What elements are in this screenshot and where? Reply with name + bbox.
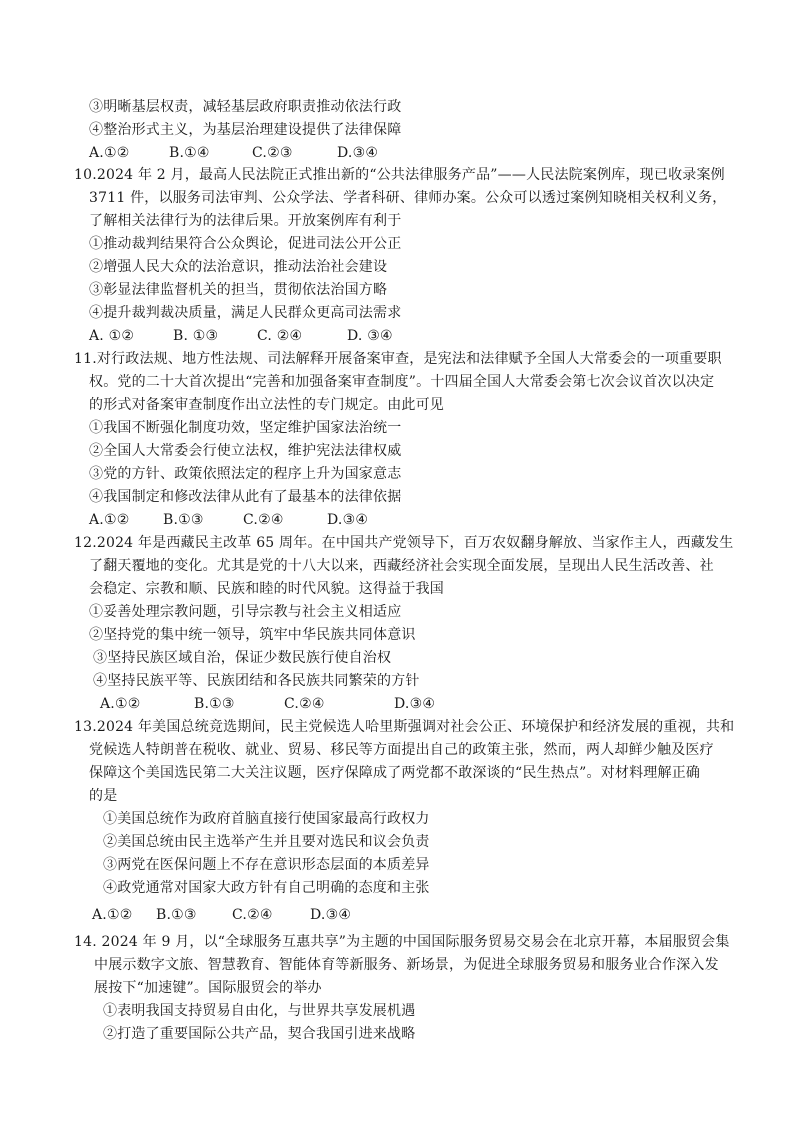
q10-option-1: ①推动裁判结果符合公众舆论，促进司法公开公正 bbox=[89, 236, 402, 252]
q10-stem-line-3: 了解相关法律行为的法律后果。开放案例库有利于 bbox=[89, 213, 402, 229]
q11-option-4: ④我国制定和修改法律从此有了最基本的法律依据 bbox=[89, 489, 402, 505]
q13-answer-d: D.③④ bbox=[310, 907, 352, 923]
q11-answers bbox=[89, 510, 368, 530]
q10-answer-c: C. ②④ bbox=[257, 328, 303, 344]
q13-stem-line-4: 的是 bbox=[89, 788, 118, 804]
q12-answer-c: C.②④ bbox=[284, 696, 325, 712]
q11-stem-line-2: 权。党的二十大首次提出“完善和加强备案审查制度”。十四届全国人大常委会第七次会议首次以决定 bbox=[89, 374, 715, 390]
q9-answers bbox=[89, 143, 378, 163]
q10-stem-line-1: 10.2024 年 2 月，最高人民法院正式推出新的“公共法律服务产品”——人民法院案例库，现已收录案例 bbox=[74, 167, 725, 183]
q12-stem-line-3: 会稳定、宗教和顺、民族和睦的时代风貌。这得益于我国 bbox=[89, 581, 444, 597]
q11-option-1: ①我国不断强化制度功效，坚定维护国家法治统一 bbox=[89, 420, 402, 436]
q12-option-1: ①妥善处理宗教问题，引导宗教与社会主义相适应 bbox=[89, 604, 402, 620]
q11-stem-line-3: 的形式对备案审查制度作出立法性的专门规定。由此可见 bbox=[89, 397, 444, 413]
q13-option-4: ④政党通常对国家大政方针有自己明确的态度和主张 bbox=[103, 880, 430, 896]
q12-answer-d: D.③④ bbox=[394, 696, 436, 712]
q14-option-2: ②打造了重要国际公共产品，契合我国引进来战略 bbox=[103, 1026, 416, 1042]
q12-answers bbox=[100, 694, 435, 714]
q10-answer-a: A. ①② bbox=[89, 328, 135, 344]
q13-answers bbox=[92, 905, 351, 925]
q11-option-2: ②全国人大常委会行使立法权，维护宪法法律权威 bbox=[89, 443, 402, 459]
q9-answer-b: B.①④ bbox=[169, 145, 210, 161]
q13-option-2: ②美国总统由民主选举产生并且要对选民和议会负责 bbox=[103, 834, 430, 850]
q13-stem-line-1: 13.2024 年美国总统竞选期间，民主党候选人哈里斯强调对社会公正、环境保护和经济发展的重视，共和 bbox=[74, 719, 735, 735]
q13-answer-b: B.①③ bbox=[156, 907, 197, 923]
q13-answer-c: C.②④ bbox=[232, 907, 273, 923]
q14-stem-line-3: 展按下“加速键”。国际服贸会的举办 bbox=[94, 980, 322, 996]
q11-answer-a: A.①② bbox=[89, 512, 130, 528]
q12-stem-line-1: 12.2024 年是西藏民主改革 65 周年。在中国共产党领导下，百万农奴翻身解放、当家作主人，西藏发生 bbox=[74, 535, 734, 551]
q9-answer-d: D.③④ bbox=[337, 145, 379, 161]
q11-option-3: ③党的方针、政策依照法定的程序上升为国家意志 bbox=[89, 466, 402, 482]
q11-answer-c: C.②④ bbox=[243, 512, 284, 528]
q13-stem-line-2: 党候选人特朗普在税收、就业、贸易、移民等方面提出自己的政策主张，然而，两人却鲜少触及医疗 bbox=[89, 742, 714, 758]
q11-answer-d: D.③④ bbox=[327, 512, 369, 528]
q12-option-4: ④坚持民族平等、民族团结和各民族共同繁荣的方针 bbox=[93, 673, 420, 689]
q13-option-3: ③两党在医保问题上不存在意识形态层面的本质差异 bbox=[103, 857, 430, 873]
q10-option-3: ③彰显法律监督机关的担当，贯彻依法治国方略 bbox=[89, 282, 388, 298]
q10-option-4: ④提升裁判裁决质量，满足人民群众更高司法需求 bbox=[89, 305, 402, 321]
q9-answer-a: A.①② bbox=[89, 145, 130, 161]
q14-stem-line-1: 14. 2024 年 9 月，以“全球服务互惠共享”为主题的中国国际服务贸易交易会在北京开幕，本届服贸会集 bbox=[74, 934, 730, 950]
q9-option-4: ④整治形式主义，为基层治理建设提供了法律保障 bbox=[89, 122, 402, 138]
q9-answer-c: C.②③ bbox=[252, 145, 293, 161]
q9-option-3: ③明晰基层权责，减轻基层政府职责推动依法行政 bbox=[89, 99, 402, 115]
q14-option-1: ①表明我国支持贸易自由化，与世界共享发展机遇 bbox=[103, 1003, 416, 1019]
q13-option-1: ①美国总统作为政府首脑直接行使国家最高行政权力 bbox=[103, 811, 430, 827]
q12-option-3: ③坚持民族区域自治，保证少数民族行使自治权 bbox=[93, 650, 392, 666]
q12-stem-line-2: 了翻天覆地的变化。尤其是党的十八大以来，西藏经济社会实现全面发展，呈现出人民生活改善、社 bbox=[89, 558, 714, 574]
q11-stem-line-1: 11.对行政法规、地方性法规、司法解释开展备案审查，是宪法和法律赋予全国人大常委会的一项重要职 bbox=[74, 351, 722, 367]
q13-stem-line-3: 保障这个美国选民第二大关注议题，医疗保障成了两党都不敢深谈的“民生热点”。对材料理解正确 bbox=[89, 765, 701, 781]
q12-answer-b: B.①③ bbox=[194, 696, 235, 712]
q12-answer-a: A.①② bbox=[100, 696, 141, 712]
q10-answer-b: B. ①③ bbox=[173, 328, 219, 344]
q10-answers bbox=[89, 326, 393, 346]
q14-stem-line-2: 中展示数字文旅、智慧教育、智能体育等新服务、新场景，为促进全球服务贸易和服务业合作深入发 bbox=[94, 957, 719, 973]
q10-answer-d: D. ③④ bbox=[347, 328, 393, 344]
q10-option-2: ②增强人民大众的法治意识，推动法治社会建设 bbox=[89, 259, 388, 275]
q10-stem-line-2: 3711 件，以服务司法审判、公众学法、学者科研、律师办案。公众可以透过案例知晓相关权利义务， bbox=[89, 190, 727, 206]
q12-option-2: ②坚持党的集中统一领导，筑牢中华民族共同体意识 bbox=[89, 627, 416, 643]
q13-answer-a: A.①② bbox=[92, 907, 133, 923]
q11-answer-b: B.①③ bbox=[163, 512, 204, 528]
